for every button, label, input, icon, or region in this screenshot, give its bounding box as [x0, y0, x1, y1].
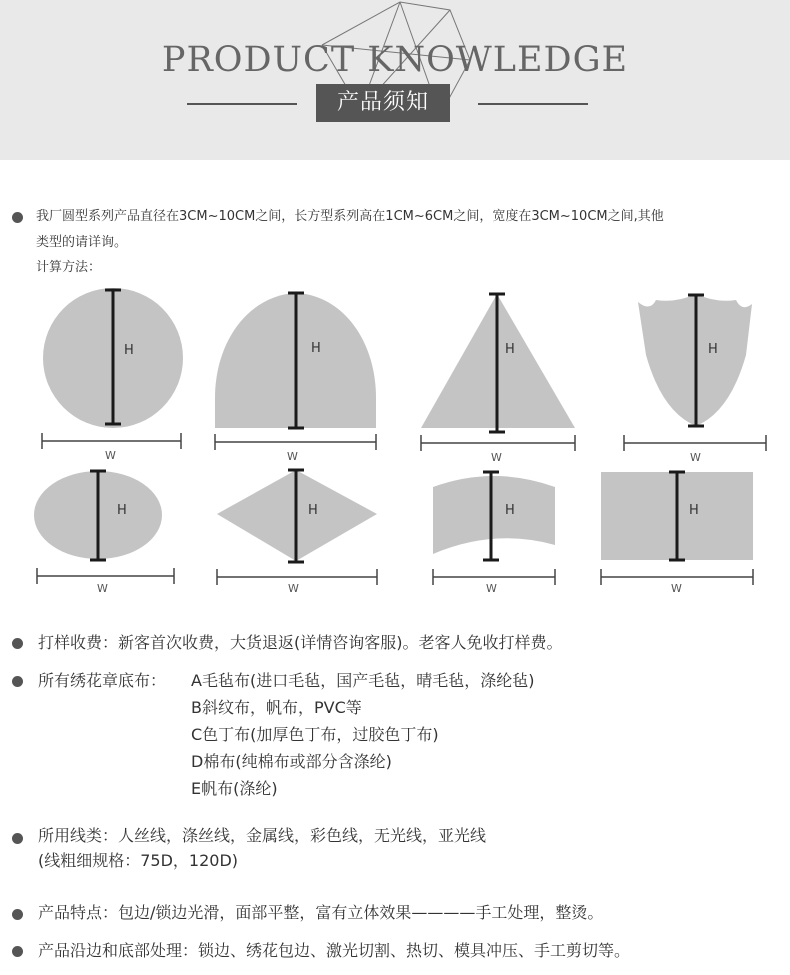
bullet-dot: [12, 946, 23, 957]
sample-fee-note: 打样收费：新客首次收费，大货退返(详情咨询客服)。老客人免收打样费。: [38, 633, 563, 652]
width-label: W: [690, 451, 701, 464]
bullet-dot: [12, 638, 23, 649]
height-label: H: [505, 503, 515, 518]
width-label: W: [486, 582, 497, 595]
fabric-item: B斜纹布，帆布，PVC等: [191, 698, 362, 717]
width-label: W: [105, 449, 116, 462]
width-label: W: [287, 450, 298, 463]
bullet-dot: [12, 833, 23, 844]
fabric-item: D棉布(纯棉布或部分含涤纶): [191, 752, 392, 771]
height-label: H: [311, 341, 321, 356]
height-label: H: [308, 503, 318, 518]
curved-banner-shape: [433, 476, 555, 554]
width-label: W: [671, 582, 682, 595]
intro-line-3: 计算方法：: [36, 260, 102, 275]
thread-spec-note: (线粗细规格：75D，120D): [38, 851, 239, 870]
width-label: W: [288, 582, 299, 595]
bullet-dot: [12, 676, 23, 687]
fabric-item: E帆布(涤纶): [191, 779, 278, 798]
height-label: H: [708, 342, 718, 357]
bullet-dot: [12, 909, 23, 920]
height-label: H: [689, 503, 699, 518]
height-label: H: [117, 503, 127, 518]
thread-note: 所用线类：人丝线，涤丝线，金属线，彩色线，无光线，亚光线: [38, 826, 487, 845]
height-label: H: [505, 342, 515, 357]
features-note: 产品特点：包边/锁边光滑，面部平整，富有立体效果————手工处理，整烫。: [38, 903, 604, 922]
fabric-item: C色丁布(加厚色丁布，过胶色丁布): [191, 725, 439, 744]
page-title-english: PRODUCT KNOWLEDGE: [161, 40, 629, 80]
fabric-item: A毛毡布(进口毛毡，国产毛毡，晴毛毡，涤纶毡): [191, 671, 535, 690]
page-title-chinese: 产品须知: [316, 84, 450, 122]
fabric-title: 所有绣花章底布：: [38, 671, 167, 690]
intro-line-1: 我厂圆型系列产品直径在3CM~10CM之间，长方型系列高在1CM~6CM之间，宽度在3CM~10CM之间,其他: [36, 209, 664, 224]
width-label: W: [491, 451, 502, 464]
height-label: H: [124, 343, 134, 358]
edge-treatment-note: 产品沿边和底部处理：锁边、绣花包边、激光切割、热切、模具冲压、手工剪切等。: [38, 941, 631, 960]
width-label: W: [97, 582, 108, 595]
intro-line-2: 类型的请详询。: [36, 235, 128, 250]
